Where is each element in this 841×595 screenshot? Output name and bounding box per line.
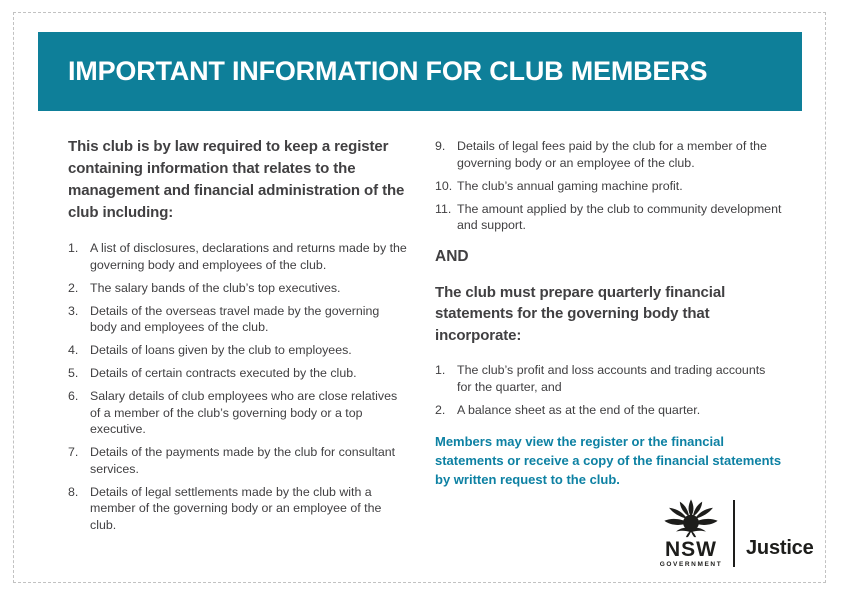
list-item: [68, 303, 408, 336]
list-item-number: 2.: [68, 280, 79, 295]
list-item-number: 10.: [435, 178, 453, 193]
list-item-text: Details of the payments made by the club for consultant services.: [90, 445, 396, 476]
nsw-government-label: GOVERNMENT: [659, 561, 723, 568]
list-item: [68, 280, 408, 297]
register-list: [68, 240, 408, 533]
nsw-waratah-icon: [663, 498, 719, 538]
list-item-number: 7.: [68, 445, 79, 459]
justice-department-label: Justice: [746, 537, 814, 559]
list-item: [68, 365, 408, 382]
list-item-text: Details of legal fees paid by the club for a member of the governing body or an employee of the club.: [457, 139, 767, 170]
list-item: [435, 362, 783, 395]
list-item: [68, 342, 408, 359]
list-item-number: 2.: [435, 402, 446, 417]
list-item: [435, 138, 783, 171]
list-item: [68, 240, 408, 273]
list-item: [68, 444, 408, 477]
list-item-number: 3.: [68, 303, 79, 318]
nsw-government-logo: [660, 498, 722, 569]
list-item-number: 5.: [68, 366, 79, 380]
nsw-logo-text: NSW: [665, 538, 717, 561]
list-item: [68, 484, 408, 534]
members-access-note: Members may view the register or the financial statements or receive a copy of the financial statements by written request to the club.: [435, 434, 782, 487]
list-item-text: The club’s annual gaming machine profit.: [457, 178, 683, 193]
register-intro: This club is by law required to keep a register containing information that relates to the management and financial administration of the club including:: [68, 138, 405, 221]
list-item-text: Salary details of club employees who are close relatives of a member of the club’s governing body or a top executive.: [90, 389, 398, 436]
quarterly-list: [435, 362, 783, 418]
list-item: [68, 388, 408, 438]
list-item-number: 6.: [68, 389, 79, 403]
register-list-continued: [435, 138, 783, 234]
list-item-text: The amount applied by the club to community development and support.: [457, 201, 782, 232]
list-item-text: Details of the overseas travel made by the governing body and employees of the club.: [90, 303, 380, 334]
list-item: [435, 201, 783, 234]
list-item-number: 1.: [435, 363, 446, 377]
list-item-number: 8.: [68, 484, 79, 499]
title-banner: [38, 32, 802, 111]
right-column: [435, 136, 783, 489]
logo-divider: [733, 500, 735, 567]
list-item-text: Details of legal settlements made by the club with a member of the governing body or an employee of the club.: [90, 484, 382, 532]
list-item: [435, 178, 783, 195]
list-item-text: The salary bands of the club’s top executives.: [90, 280, 341, 295]
nsw-justice-logo: [660, 498, 814, 569]
list-item-number: 4.: [68, 343, 79, 357]
list-item-text: Details of loans given by the club to employees.: [90, 343, 352, 357]
page-title: IMPORTANT INFORMATION FOR CLUB MEMBERS: [68, 56, 708, 86]
list-item-number: 9.: [435, 139, 446, 153]
list-item-text: Details of certain contracts executed by the club.: [90, 366, 357, 380]
list-item-text: The club’s profit and loss accounts and trading accounts for the quarter, and: [457, 363, 766, 394]
list-item-text: A balance sheet as at the end of the quarter.: [457, 402, 701, 417]
quarterly-statements-heading: The club must prepare quarterly financial statements for the governing body that incorporate:: [435, 283, 726, 344]
and-heading: AND: [435, 247, 469, 265]
list-item-number: 1.: [68, 241, 79, 255]
list-item: [435, 402, 783, 419]
left-column: [68, 136, 408, 540]
list-item-number: 11.: [435, 201, 452, 216]
list-item-text: A list of disclosures, declarations and returns made by the governing body and employees of the club.: [90, 241, 407, 272]
